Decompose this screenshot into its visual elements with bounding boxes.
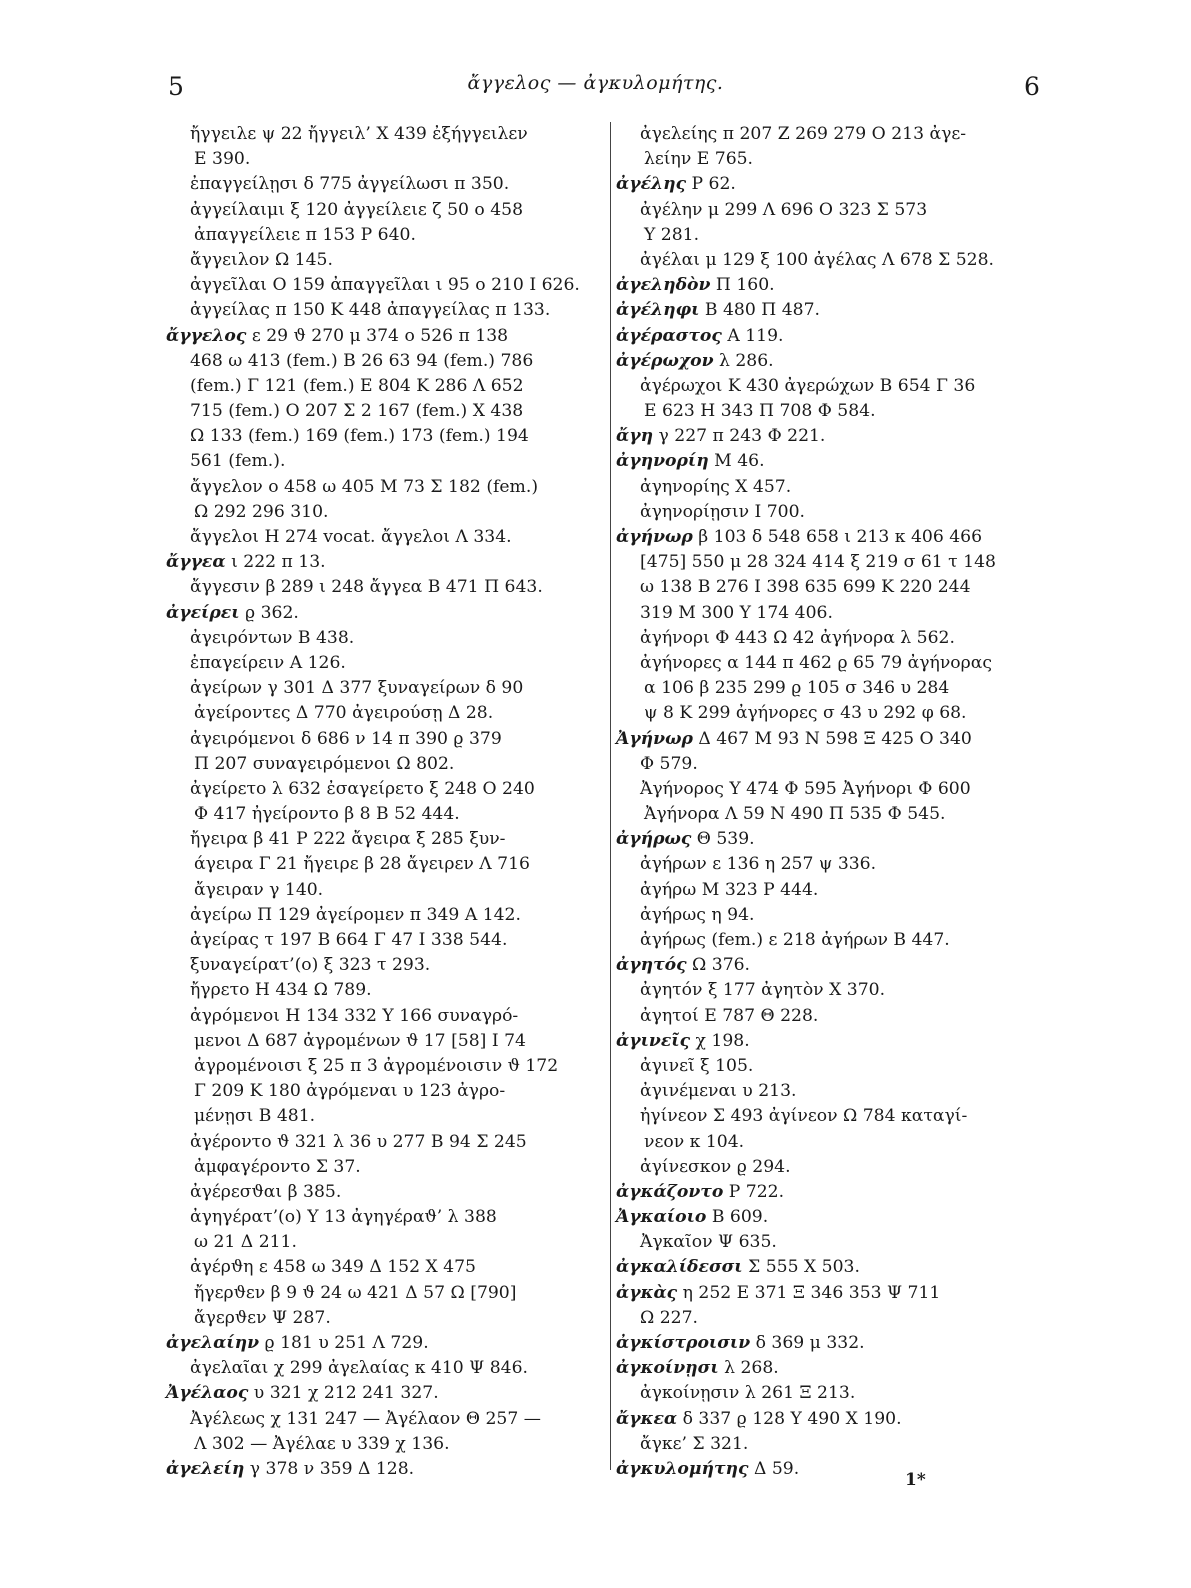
entry-line: ἀγηγέρατ’(ο) Υ 13 ἀγηγέραϑ’ λ 388 — [190, 1207, 497, 1228]
entry-line: ἀγέλην μ 299 Λ 696 O 323 Σ 573 — [640, 199, 928, 220]
entry-line: ἀγγείλαιμι ξ 120 ἀγγείλειε ζ 50 ο 458 — [190, 199, 524, 220]
entry-line: ἀγελαῖαι χ 299 ἀγελαίας κ 410 Ψ 846. — [190, 1358, 528, 1379]
headword-line: ἄγγεα ι 222 π 13. — [166, 552, 326, 573]
headword-line: ἀγηνορίη M 46. — [616, 451, 765, 472]
headword-line: ἀγητός Ω 376. — [616, 955, 751, 976]
entry-line: ἄγειραν γ 140. — [194, 879, 324, 900]
running-head: ἄγγελος — ἀγκυλομήτης. — [467, 72, 724, 94]
entry-line: ἀγγεῖλαι O 159 ἀπαγγεῖλαι ι 95 ο 210 I 626. — [190, 275, 580, 296]
entry-line: ἀγητοί E 787 Θ 228. — [640, 1005, 819, 1026]
entry-line: Φ 579. — [640, 753, 698, 774]
headword-line: ἀγινεῖς χ 198. — [616, 1030, 750, 1051]
entry-line: 561 (fem.). — [190, 451, 286, 472]
entry-line: Λ 302 — Ἀγέλαε υ 339 χ 136. — [194, 1433, 450, 1454]
entry-line: μένῃσι B 481. — [194, 1106, 316, 1127]
entry-line: ἄγκε’ Σ 321. — [640, 1433, 749, 1454]
left-column — [166, 122, 610, 1482]
entry-line: ἀγελείης π 207 Z 269 279 O 213 ἀγε- — [640, 124, 967, 144]
entry-line: ἀγείρων γ 301 Δ 377 ξυναγείρων δ 90 — [190, 678, 524, 699]
entry-line: ἀμφαγέροντο Σ 37. — [194, 1156, 361, 1177]
headword-line: ἄγγελος ε 29 ϑ 270 μ 374 ο 526 π 138 — [166, 325, 509, 346]
entry-line: E 390. — [194, 149, 251, 170]
entry-line: ἄγερϑεν Ψ 287. — [194, 1307, 331, 1328]
right-column — [616, 122, 1060, 1482]
entry-line: Ἀγέλεως χ 131 247 — Ἀγέλαον Θ 257 — — [190, 1408, 541, 1429]
headword-line: ἀγήνωρ β 103 δ 548 658 ι 213 κ 406 466 — [616, 527, 983, 547]
page-number-left: 5 — [168, 72, 184, 101]
headword-line: ἀγήρως Θ 539. — [616, 829, 755, 850]
entry-line: ἀγηνορίης X 457. — [640, 476, 792, 497]
entry-line: ἀγέρεσϑαι β 385. — [190, 1181, 342, 1202]
headword-line: ἀγελείη γ 378 ν 359 Δ 128. — [166, 1458, 415, 1479]
entry-line: ἀπαγγείλειε π 153 P 640. — [194, 224, 416, 245]
entry-line: Ω 227. — [640, 1307, 698, 1328]
headword-line: ἀγκοίνῃσι λ 268. — [616, 1358, 779, 1379]
entry-line: ἀγειρόμενοι δ 686 ν 14 π 390 ϱ 379 — [190, 728, 502, 749]
entry-line: ἀγγείλας π 150 K 448 ἀπαγγείλας π 133. — [190, 300, 551, 321]
entry-line: ἀγείρας τ 197 B 664 Γ 47 I 338 544. — [190, 930, 508, 950]
entry-line: ἄγγεσιν β 289 ι 248 ἄγγεα B 471 Π 643. — [190, 577, 543, 598]
column-rule — [610, 122, 611, 1470]
entry-line: ἀγέρϑη ε 458 ω 349 Δ 152 X 475 — [190, 1257, 476, 1278]
entry-line: (fem.) Γ 121 (fem.) E 804 K 286 Λ 652 — [190, 375, 524, 396]
entry-line: ἄγγειλον Ω 145. — [190, 249, 333, 270]
headword-line: ἄγκεα δ 337 ϱ 128 Υ 490 X 190. — [616, 1408, 902, 1429]
entry-line: ἐπαγγείλῃσι δ 775 ἀγγείλωσι π 350. — [190, 174, 510, 195]
entry-line: Φ 417 ἠγείροντο β 8 B 52 444. — [194, 804, 460, 825]
headword-line: ἀγκίστροισιν δ 369 μ 332. — [616, 1333, 865, 1353]
entry-line: Ἀγήνορος Υ 474 Φ 595 Ἀγήνορι Φ 600 — [640, 778, 971, 799]
entry-line: ἀγείρω Π 129 ἀγείρομεν π 349 A 142. — [190, 904, 521, 925]
headword-line: ἀγελαίην ϱ 181 υ 251 Λ 729. — [166, 1333, 429, 1353]
entry-line: ξυναγείρατ’(ο) ξ 323 τ 293. — [190, 955, 431, 976]
entry-line: ἀγέλαι μ 129 ξ 100 ἀγέλας Λ 678 Σ 528. — [640, 249, 994, 270]
entry-line: ἀγίνεσκον ϱ 294. — [640, 1156, 791, 1177]
entry-line: 468 ω 413 (fem.) B 26 63 94 (fem.) 786 — [190, 350, 534, 371]
entry-line: άγειρα Γ 21 ἤγειρε β 28 ἄγειρεν Λ 716 — [194, 854, 530, 875]
entry-line: ἀγινέμεναι υ 213. — [640, 1081, 797, 1102]
entry-line: 319 M 300 Υ 174 406. — [640, 602, 833, 623]
headword-line: ἀγκυλομήτης Δ 59. — [616, 1458, 800, 1479]
headword-line: Ἀγκαίοιο B 609. — [616, 1207, 769, 1228]
headword-line: Ἀγέλαος υ 321 χ 212 241 327. — [166, 1383, 439, 1404]
entry-line: ἠγίνεον Σ 493 ἀγίνεον Ω 784 καταγί- — [640, 1106, 968, 1127]
entry-line: ἀγέροντο ϑ 321 λ 36 υ 277 B 94 Σ 245 — [190, 1131, 527, 1152]
headword-line: ἄγη γ 227 π 243 Φ 221. — [616, 426, 826, 447]
headword-line: ἀγέραστος A 119. — [616, 325, 784, 346]
entry-line: ἄγγελον ο 458 ω 405 M 73 Σ 182 (fem.) — [190, 476, 539, 497]
entry-line: Ἀγήνορα Λ 59 N 490 Π 535 Φ 545. — [644, 804, 946, 825]
entry-line: μενοι Δ 687 ἀγρομένων ϑ 17 [58] I 74 — [194, 1030, 526, 1051]
entry-line: ἀγήρως (fem.) ε 218 ἀγήρων B 447. — [640, 930, 950, 950]
entry-line: ἀγηνορίῃσιν I 700. — [640, 501, 806, 522]
entry-line: ἄγγελοι H 274 vocat. ἄγγελοι Λ 334. — [190, 527, 512, 547]
signature-mark: 1* — [905, 1470, 926, 1490]
entry-line: Ω 133 (fem.) 169 (fem.) 173 (fem.) 194 — [190, 426, 529, 447]
headword-line: ἀγείρει ϱ 362. — [166, 602, 299, 623]
entry-line: ἀγήνορες α 144 π 462 ϱ 65 79 ἀγήνορας — [640, 652, 992, 673]
entry-line: ψ 8 K 299 ἀγήνορες σ 43 υ 292 φ 68. — [644, 703, 967, 724]
entry-line: νεον κ 104. — [644, 1131, 745, 1152]
entry-line: ἀγείρετο λ 632 ἐσαγείρετο ξ 248 O 240 — [190, 778, 535, 799]
entry-line: ἀγρόμενοι H 134 332 Υ 166 συναγρό- — [190, 1005, 519, 1026]
entry-line: ἤγειρα β 41 P 222 ἄγειρα ξ 285 ξυν- — [190, 829, 506, 850]
headword-line: ἀγεληδὸν Π 160. — [616, 275, 775, 296]
entry-line: ἀγρομένοισι ξ 25 π 3 ἀγρομένοισιν ϑ 172 — [194, 1055, 559, 1076]
entry-line: 715 (fem.) O 207 Σ 2 167 (fem.) X 438 — [190, 401, 524, 422]
entry-line: Π 207 συναγειρόμενοι Ω 802. — [194, 753, 455, 774]
page-number-right: 6 — [1024, 72, 1040, 101]
entry-line: ἀγειρόντων B 438. — [190, 627, 355, 648]
entry-line: ω 21 Δ 211. — [194, 1232, 297, 1253]
entry-line: α 106 β 235 299 ϱ 105 σ 346 υ 284 — [644, 678, 950, 699]
entry-line: ἀγήρω M 323 P 444. — [640, 879, 819, 900]
entry-line: λείην E 765. — [644, 149, 754, 170]
headword-line: ἀγκὰς η 252 E 371 Ξ 346 353 Ψ 711 — [616, 1282, 941, 1303]
entry-line: ἀγητόν ξ 177 ἀγητὸν X 370. — [640, 980, 886, 1001]
headword-line: ἀγέρωχον λ 286. — [616, 350, 774, 371]
headword-line: ἀγκάζοντο P 722. — [616, 1181, 785, 1202]
entry-line: ἀγήνορι Φ 443 Ω 42 ἀγήνορα λ 562. — [640, 627, 955, 648]
entry-line: ἤγγειλε ψ 22 ἤγγειλ’ X 439 ἐξήγγειλεν — [190, 124, 528, 144]
entry-line: Γ 209 K 180 ἀγρόμεναι υ 123 ἀγρο- — [194, 1081, 506, 1102]
headword-line: ἀγκαλίδεσσι Σ 555 X 503. — [616, 1257, 860, 1278]
entry-line: [475] 550 μ 28 324 414 ξ 219 σ 61 τ 148 — [640, 552, 996, 573]
entry-line: ω 138 B 276 I 398 635 699 K 220 244 — [640, 577, 971, 598]
entry-line: ἤγερϑεν β 9 ϑ 24 ω 421 Δ 57 Ω [790] — [194, 1282, 517, 1303]
entry-line: ἤγρετο H 434 Ω 789. — [190, 980, 372, 1001]
entry-line: Ω 292 296 310. — [194, 501, 329, 522]
entry-line: ἀγήρων ε 136 η 257 ψ 336. — [640, 854, 877, 875]
entry-line: Ἀγκαῖον Ψ 635. — [640, 1232, 777, 1253]
entry-line: ἀγκοίνῃσιν λ 261 Ξ 213. — [640, 1383, 856, 1404]
headword-line: ἀγέληφι B 480 Π 487. — [616, 300, 820, 321]
entry-line: Υ 281. — [644, 224, 700, 245]
entry-line: ἀγείροντες Δ 770 ἀγειρούσῃ Δ 28. — [194, 703, 494, 724]
entry-line: E 623 H 343 Π 708 Φ 584. — [644, 401, 876, 422]
headword-line: ἀγέλης P 62. — [616, 174, 736, 195]
entry-line: ἀγέρωχοι K 430 ἀγερώχων B 654 Γ 36 — [640, 375, 976, 396]
entry-line: ἀγινεῖ ξ 105. — [640, 1055, 754, 1076]
entry-line: ἐπαγείρειν A 126. — [190, 652, 346, 673]
headword-line: Ἀγήνωρ Δ 467 M 93 N 598 Ξ 425 O 340 — [616, 728, 972, 749]
entry-line: ἀγήρως η 94. — [640, 904, 755, 925]
